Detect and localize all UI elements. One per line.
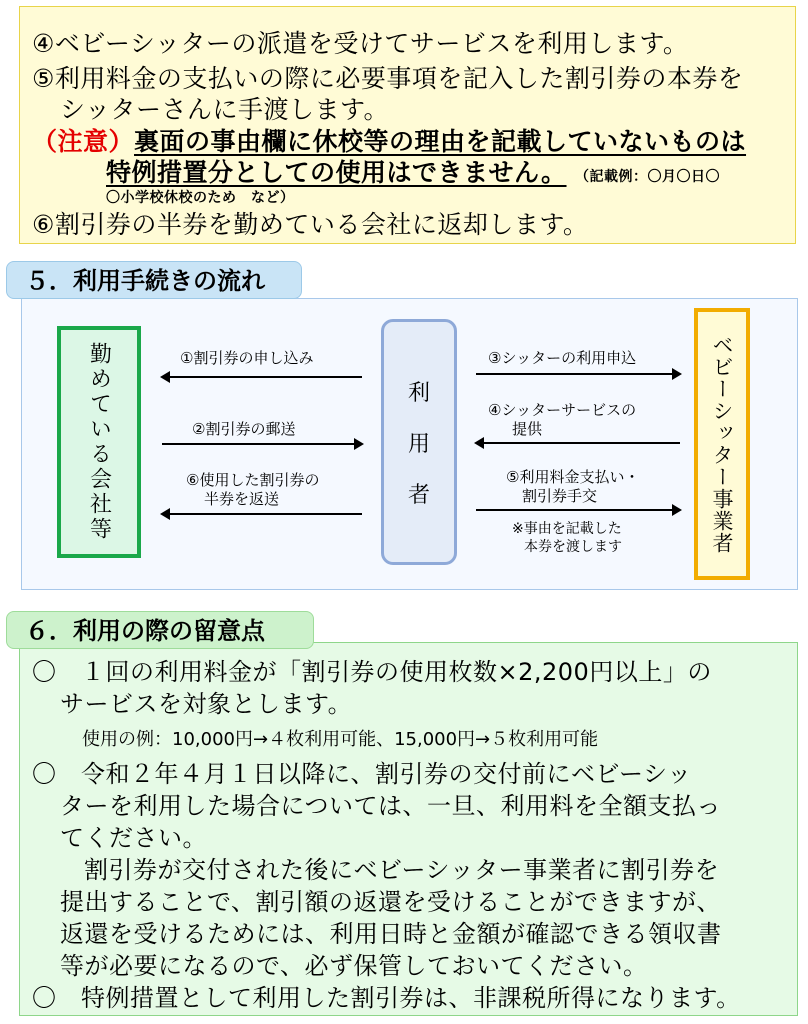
user-char-1: 利 xyxy=(407,380,430,406)
notes-box xyxy=(19,642,798,1016)
company-box: 勤めている会社等 xyxy=(57,326,141,558)
arrow3-right-icon xyxy=(476,373,680,375)
arrow2-right-icon xyxy=(162,443,362,445)
flow-note2: 本券を渡します xyxy=(524,539,622,555)
note-text2: 特例措置分としての使用はできません。 xyxy=(106,158,567,187)
arrow6-left-icon xyxy=(162,513,362,515)
arrow1-label: ①割引券の申し込み xyxy=(180,349,314,367)
arrow1-left-icon xyxy=(162,376,362,378)
user-box xyxy=(381,319,457,565)
note-example2: 〇小学校休校のため など） xyxy=(106,190,295,206)
p2-line7: 等が必要になるので、必ず保管しておいてください。 xyxy=(60,952,648,980)
arrow5-label2: 割引券手交 xyxy=(522,487,598,505)
note-line2 xyxy=(106,158,720,192)
user-char-2: 用 xyxy=(407,431,430,457)
note-line1 xyxy=(32,127,746,157)
arrow4-left-icon xyxy=(476,442,680,444)
arrow5-right-icon xyxy=(476,509,680,511)
note-label: （注意） xyxy=(32,127,135,156)
steps-box xyxy=(19,6,796,244)
p1-line1: 〇 １回の利用料金が「割引券の使用枚数×2,200円以上」の xyxy=(32,658,712,686)
arrow6-label1: ⑥使用した割引券の xyxy=(186,471,320,489)
p2-line3: てください。 xyxy=(60,824,207,852)
section5-title: ５．利用手続きの流れ xyxy=(6,261,302,299)
p1-line2: サービスを対象とします。 xyxy=(60,690,353,718)
step-5-line1: ⑤利用料金の支払いの際に必要事項を記入した割引券の本券を xyxy=(32,64,744,93)
arrow2-label: ②割引券の郵送 xyxy=(192,420,296,438)
note-example1: （記載例：〇月〇日〇 xyxy=(574,169,720,185)
step-4: ④ベビーシッターの派遣を受けてサービスを利用します。 xyxy=(32,29,689,58)
arrow6-label2: 半券を返送 xyxy=(204,490,280,508)
step-6: ⑥割引券の半券を勤めている会社に返却します。 xyxy=(32,210,589,239)
p2-line4: 割引券が交付された後にベビーシッター事業者に割引券を xyxy=(84,856,720,884)
arrow3-label: ③シッターの利用申込 xyxy=(488,349,637,367)
user-char-3: 者 xyxy=(407,482,430,508)
arrow4-label2: 提供 xyxy=(512,420,543,438)
arrow5-label1: ⑤利用料金支払い・ xyxy=(506,468,640,486)
p2-line5: 提出することで、割引額の返還を受けることができますが、 xyxy=(60,888,722,916)
p2-line6: 返還を受けるためには、利用日時と金額が確認できる領収書 xyxy=(60,920,722,948)
arrow4-label1: ④シッターサービスの xyxy=(488,401,637,419)
sitter-box: ベビーシッター事業者 xyxy=(694,308,750,580)
p2-line1: 〇 令和２年４月１日以降に、割引券の交付前にベビーシッ xyxy=(32,760,692,788)
step-5-line2: シッターさんに手渡します。 xyxy=(60,95,390,124)
p1-example: 使用の例：10,000円→４枚利用可能、15,000円→５枚利用可能 xyxy=(82,729,599,750)
section6-title: ６．利用の際の留意点 xyxy=(6,611,314,649)
flow-note1: ※事由を記載した xyxy=(512,521,622,537)
note-text1: 裏面の事由欄に休校等の理由を記載していないものは xyxy=(134,127,747,156)
p3: 〇 特例措置として利用した割引券は、非課税所得になります。 xyxy=(32,984,741,1012)
p2-line2: ターを利用した場合については、一旦、利用料を全額支払っ xyxy=(60,792,722,820)
